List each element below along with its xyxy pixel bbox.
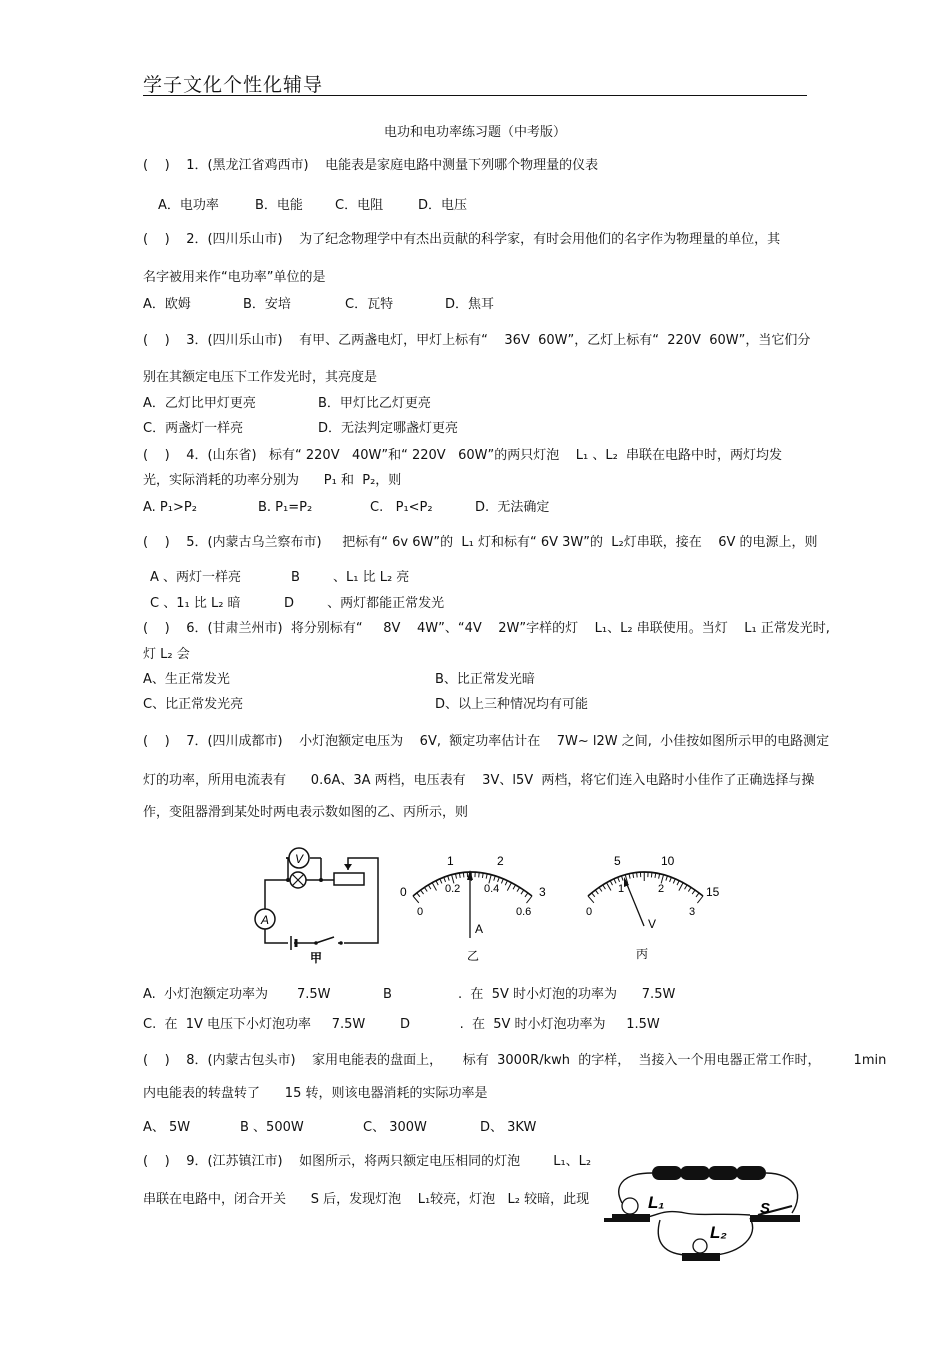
q7-ammeter-bottom-tick-02: 0.2 <box>445 883 461 895</box>
q5-option-c: C 、1₁ 比 L₂ 暗 <box>150 596 241 611</box>
dial-tick <box>692 890 695 894</box>
q7-ammeter-top-tick-2: 2 <box>497 854 504 868</box>
q7-voltmeter-top-tick-5: 5 <box>614 854 621 868</box>
q2-option-c: C．瓦特 <box>345 297 394 312</box>
q7-voltmeter-arc <box>588 872 703 896</box>
dial-tick <box>436 881 438 885</box>
q8-stem-1: ( ) 8．(内蒙古包头市) 家用电能表的盘面上， 标有 3000R/kwh 的字样， 当接入一个用电器正常工作时， 1min <box>143 1053 887 1068</box>
q7-ammeter-needle-label: A <box>475 922 484 936</box>
q4-option-c: C. P₁<P₂ <box>370 500 433 515</box>
q2-stem-2: 名字被用来作“电功率”单位的是 <box>143 270 326 285</box>
q7-ammeter-arc <box>413 872 532 896</box>
dial-tick <box>444 877 446 882</box>
dial-tick <box>603 885 606 889</box>
q9-switch-s <box>750 1206 800 1222</box>
dial-tick <box>517 887 520 891</box>
dial-tick <box>618 877 620 882</box>
q8-option-c: C、 300W <box>363 1120 427 1135</box>
dial-tick <box>459 873 460 878</box>
dial-tick <box>688 887 691 891</box>
dial-tick <box>651 872 652 877</box>
q6-stem-2: 灯 L₂ 会 <box>143 647 190 662</box>
dial-tick <box>521 890 524 894</box>
q2-option-d: D．焦耳 <box>445 297 495 312</box>
dial-tick <box>501 879 503 884</box>
q3-option-b: B．甲灯比乙灯更亮 <box>318 396 431 411</box>
dial-tick <box>621 876 623 881</box>
q7-ammeter-three: 3 <box>539 885 546 899</box>
q4-stem-1: ( ) 4．(山东省) 标有“ 220V 40W”和“ 220V 60W”的两只灯泡 L₁ 、L₂ 串联在电路中时，两灯均发 <box>143 448 783 463</box>
q8-option-b: B 、500W <box>240 1120 304 1135</box>
q4-option-b: B. P₁=P₂ <box>258 500 313 515</box>
q7-label-bing: 丙 <box>636 947 649 961</box>
q7-voltmeter-fifteen: 15 <box>706 885 720 899</box>
header-brand: 学子文化个性化辅导 <box>143 74 324 96</box>
q6-option-d: D、以上三种情况均有可能 <box>435 697 589 712</box>
q3-option-a: A．乙灯比甲灯更亮 <box>143 396 256 411</box>
dial-tick <box>525 893 528 897</box>
dial-tick <box>673 879 675 884</box>
dial-tick <box>637 872 638 877</box>
dial-tick <box>614 879 616 884</box>
q6-option-a: A、生正常发光 <box>143 672 230 687</box>
dial-tick <box>666 876 668 881</box>
dial-tick <box>599 887 602 891</box>
dial-tick <box>417 893 420 897</box>
q3-stem-1: ( ) 3．(四川乐山市) 有甲、乙两盏电灯，甲灯上标有“ 36V 60W”，乙灯上标有“ 220V 60W”，当它们分 <box>143 333 811 348</box>
q5-option-a: A 、两灯一样亮 <box>150 570 242 585</box>
dial-tick <box>482 873 483 878</box>
q7-ammeter-dial <box>395 848 555 963</box>
q7-ammeter-symbol: A <box>260 913 270 927</box>
q7-ammeter-bottom-tick-0: 0 <box>417 906 424 918</box>
q1-option-c: C．电阻 <box>335 198 384 213</box>
dial-tick <box>486 874 487 879</box>
q7-ammeter-bottom-tick-04: 0.4 <box>484 883 500 895</box>
dial-tick <box>455 874 456 879</box>
q6-option-c: C、比正常发光亮 <box>143 697 244 712</box>
dial-tick <box>633 873 634 878</box>
q6-option-b: B、比正常发光暗 <box>435 672 535 687</box>
q7-stem-1: ( ) 7．(四川成都市) 小灯泡额定电压为 6V, 额定功率估计在 7W~ l2W 之间, 小佳按如图所示甲的电路测定 <box>143 734 830 749</box>
q9-stem-2: 串联在电路中，闭合开关 S 后，发现灯泡 L₁较亮，灯泡 L₂ 较暗，此现 <box>143 1192 590 1207</box>
q7-voltmeter-zero: 0 <box>586 906 593 918</box>
q7-ammeter-top-tick-1: 1 <box>447 854 454 868</box>
q7-voltmeter-symbol: V <box>294 852 304 866</box>
dial-tick <box>595 890 598 894</box>
q4-stem-2: 光，实际消耗的功率分别为 P₁ 和 P₂，则 <box>143 473 402 488</box>
dial-tick <box>696 893 699 897</box>
dial-tick <box>413 896 419 903</box>
dial-tick <box>629 874 630 879</box>
q7-voltmeter-three: 3 <box>689 906 696 918</box>
q7-option-c: C. 在 1V 电压下小灯泡功率 7.5W <box>143 1017 366 1032</box>
q2-option-b: B．安培 <box>243 297 291 312</box>
dial-tick <box>440 879 442 884</box>
q5-option-b: B 、L₁ 比 L₂ 亮 <box>291 570 410 585</box>
q9-bulb-l2 <box>682 1239 720 1261</box>
q7-option-a: A. 小灯泡额定功率为 7.5W <box>143 987 331 1002</box>
q7-voltmeter-needle-label: V <box>648 917 657 931</box>
dial-tick <box>659 874 660 879</box>
dial-tick <box>432 883 436 891</box>
q7-voltmeter-bottom-tick-1: 1 <box>618 883 625 895</box>
dial-tick <box>507 883 511 891</box>
q7-voltmeter-dial <box>568 848 728 963</box>
q8-option-a: A、 5W <box>143 1120 191 1135</box>
dial-tick <box>610 881 612 885</box>
q7-option-b: B . 在 5V 时小灯泡的功率为 7.5W <box>383 987 676 1002</box>
q7-voltmeter-bottom-tick-2: 2 <box>658 883 665 895</box>
dial-tick <box>421 890 424 894</box>
q7-stem-3: 作，变阻器滑到某处时两电表示数如图的乙、丙所示，则 <box>143 805 469 820</box>
page-title: 电功和电功率练习题（中考版） <box>383 125 566 140</box>
q9-stem-1: ( ) 9．(江苏镇江市) 如图所示，将两只额定电压相同的灯泡 L₁、L₂ <box>143 1154 592 1169</box>
q5-option-d: D 、两灯都能正常发光 <box>284 596 445 611</box>
dial-tick <box>479 872 480 877</box>
dial-tick <box>505 881 507 886</box>
q4-option-a: A. P₁>P₂ <box>143 500 197 515</box>
q1-option-a: A．电功率 <box>158 198 219 213</box>
dial-tick <box>670 877 672 882</box>
dial-tick <box>655 873 656 878</box>
q1-option-d: D．电压 <box>418 198 468 213</box>
q7-voltmeter-top-tick-10: 10 <box>661 854 675 868</box>
dial-tick <box>677 881 679 885</box>
dial-tick <box>498 877 500 882</box>
q9-label-l2: L₂ <box>710 1223 727 1242</box>
dial-tick <box>513 885 515 889</box>
q1-stem: ( ) 1．(黑龙江省鸡西市) 电能表是家庭电路中测量下列哪个物理量的仪表 <box>143 158 599 173</box>
q2-option-a: A．欧姆 <box>143 297 191 312</box>
q8-stem-2: 内电能表的转盘转了 15 转，则该电器消耗的实际功率是 <box>143 1086 488 1101</box>
q7-option-d: D . 在 5V 时小灯泡功率为 1.5W <box>400 1017 660 1032</box>
q7-label-jia: 甲 <box>309 951 323 965</box>
q3-option-c: C．两盏灯一样亮 <box>143 421 244 436</box>
q9-circuit-figure <box>600 1158 810 1273</box>
q4-option-d: D. 无法确定 <box>475 500 550 515</box>
dial-tick <box>526 896 532 903</box>
header-rule <box>143 95 807 96</box>
q9-bulb-l1 <box>604 1198 650 1222</box>
q1-option-b: B．电能 <box>255 198 303 213</box>
dial-tick <box>685 885 688 889</box>
q3-option-d: D．无法判定哪盏灯更亮 <box>318 421 459 436</box>
q3-stem-2: 别在其额定电压下工作发光时，其亮度是 <box>143 370 378 385</box>
dial-tick <box>588 896 594 903</box>
q9-battery-pack <box>652 1166 766 1180</box>
dial-tick <box>428 885 431 889</box>
q2-stem-1: ( ) 2．(四川乐山市) 为了纪念物理学中有杰出贡献的科学家，有时会用他们的名字作为物理量的单位，其 <box>143 232 781 247</box>
dial-tick <box>424 887 427 891</box>
q5-stem: ( ) 5．(内蒙古乌兰察布市) 把标有“ 6v 6W”的 L₁ 灯和标有“ 6V 3W”的 L₂灯串联，接在 6V 的电源上，则 <box>143 535 818 550</box>
q7-stem-2: 灯的功率，所用电流表有 0.6A、3A 两档，电压表有 3V、l5V 两档，将它们连入电路时小佳作了正确选择与操 <box>143 773 815 788</box>
q7-circuit-diagram <box>248 840 388 965</box>
dial-tick <box>679 883 683 891</box>
dial-tick <box>697 896 703 903</box>
q7-label-yi: 乙 <box>467 949 480 963</box>
dial-tick <box>494 876 496 881</box>
dial-tick <box>592 893 595 897</box>
q7-ammeter-bottom-tick-06: 0.6 <box>516 906 532 918</box>
q7-ammeter-zero-top: 0 <box>400 885 407 899</box>
dial-tick <box>463 872 464 877</box>
q8-option-d: D、 3KW <box>480 1120 537 1135</box>
q9-label-l1: L₁ <box>648 1193 665 1212</box>
q9-label-s: S <box>760 1200 771 1217</box>
dial-tick <box>606 883 610 891</box>
q6-stem-1: ( ) 6．(甘肃兰州市) 将分别标有“ 8V 4W”、“4V 2W”字样的灯 L₁、L₂ 串联使用。当灯 L₁ 正常发光时, <box>143 621 830 636</box>
dial-tick <box>448 876 450 881</box>
